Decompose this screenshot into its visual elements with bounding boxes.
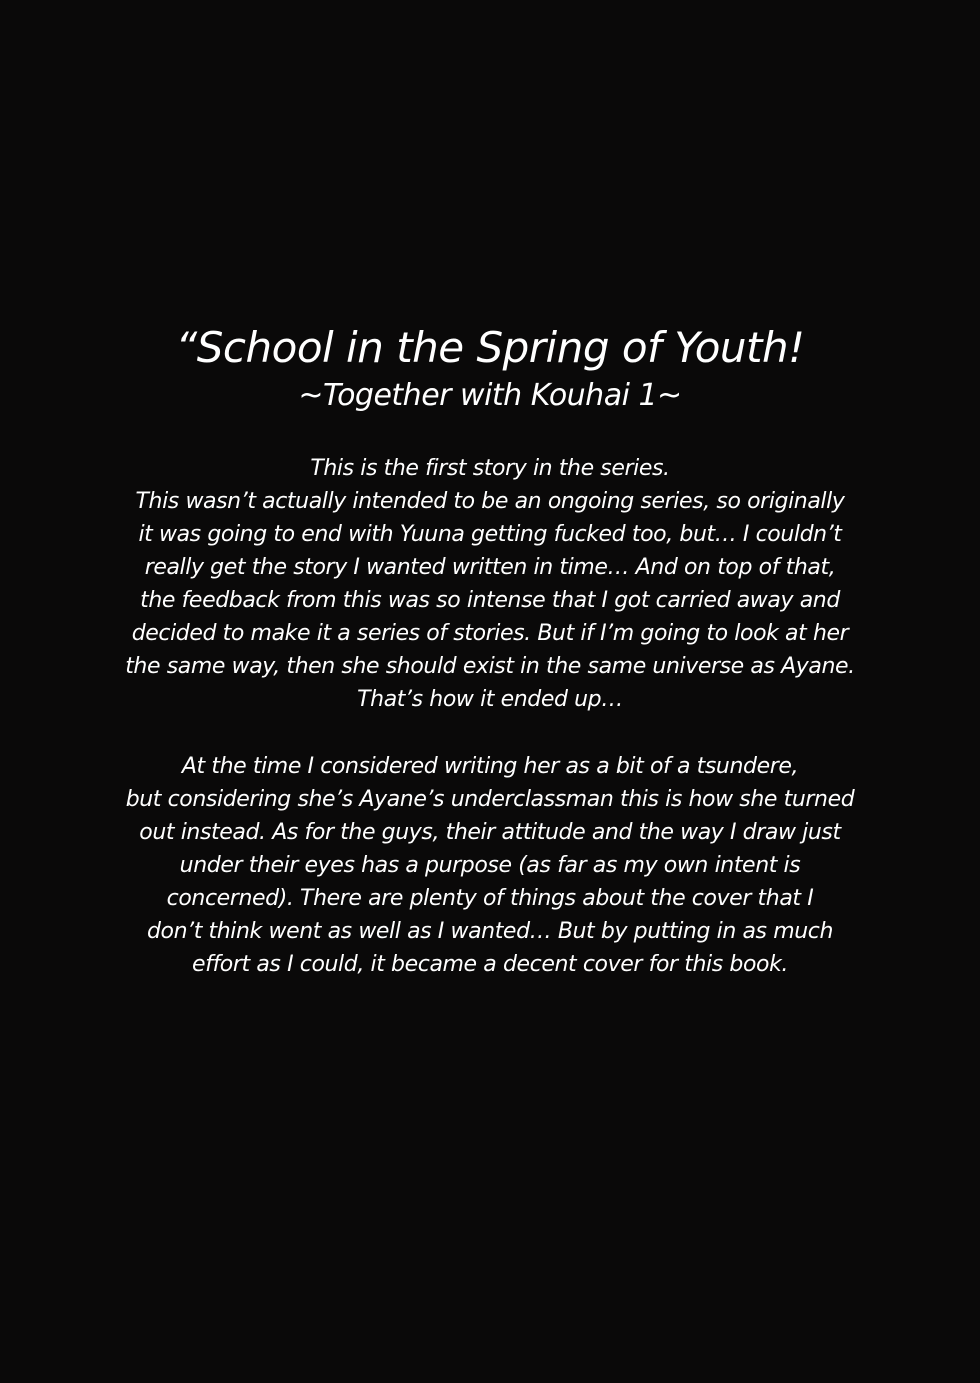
paragraph-2 (0, 750, 980, 981)
text-line: out instead. As for the guys, their attitude and the way I draw just (139, 820, 841, 845)
text-line: effort as I could, it became a decent cover for this book. (191, 952, 788, 977)
text-line: This is the first story in the series. (310, 456, 670, 481)
text-line: but considering she’s Ayane’s underclassman this is how she turned (125, 787, 855, 812)
text-line: under their eyes has a purpose (as far as my own intent is (179, 853, 801, 878)
page-title: “School in the Spring of Youth! (175, 323, 805, 372)
text-line: This wasn’t actually intended to be an ongoing series, so originally (135, 489, 845, 514)
paragraph-1 (0, 452, 980, 716)
text-line: concerned). There are plenty of things about the cover that I (166, 886, 814, 911)
text-line: really get the story I wanted written in time… And on top of that, (144, 555, 836, 580)
text-line: That’s how it ended up… (357, 687, 623, 712)
text-line: it was going to end with Yuuna getting fucked too, but… I couldn’t (138, 522, 842, 547)
text-line: don’t think went as well as I wanted… But by putting in as much (146, 919, 834, 944)
text-line: decided to make it a series of stories. But if I’m going to look at her (131, 621, 849, 646)
page-subtitle: ~Together with Kouhai 1~ (298, 378, 682, 413)
text-line: At the time I considered writing her as a bit of a tsundere, (181, 754, 799, 779)
text-line: the feedback from this was so intense that I got carried away and (140, 588, 840, 613)
text-line: the same way, then she should exist in the same universe as Ayane. (125, 654, 855, 679)
